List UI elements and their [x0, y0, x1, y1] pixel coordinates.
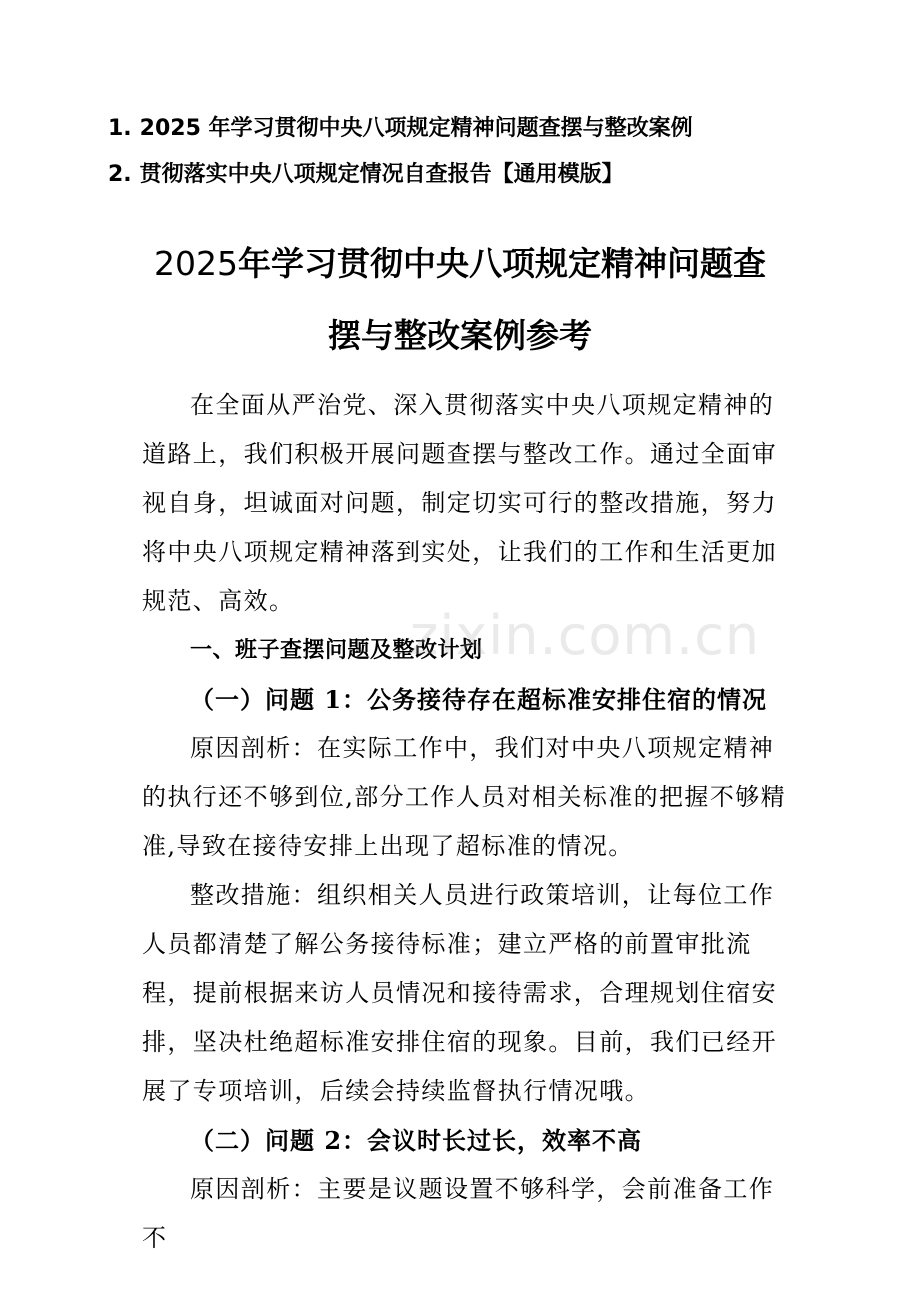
document-title-line-2 — [100, 316, 820, 356]
document-title-line-1 — [100, 244, 820, 284]
toc-item[interactable] — [108, 162, 868, 188]
toc-item[interactable] — [108, 116, 868, 142]
watermark: zixin.com.cn — [410, 604, 761, 667]
table-of-contents — [108, 116, 868, 208]
document-body — [142, 381, 787, 1263]
problem-heading: （一）问题 1：公务接待存在超标准安排住宿的情况 — [190, 685, 768, 714]
problem-heading: （二）问题 2：会议时长过长，效率不高 — [190, 1126, 643, 1155]
cause-paragraph: 原因剖析：主要是议题设置不够科学，会前准备工作不 — [142, 1175, 775, 1252]
measures-paragraph: 整改措施：组织相关人员进行政策培训，让每位工作人员都清楚了解公务接待标准；建立严格的前置审批流程，提前根据来访人员情况和接待需求，合理规划住宿安排，坚决杜绝超标准安排住宿的现象。目前，我们已经开展了专项培训，后续会持续监督执行情况哦。 — [142, 881, 777, 1105]
title-year: 2025 — [154, 244, 238, 283]
toc-item-number: 2. — [108, 162, 132, 187]
toc-item-text: 贯彻落实中央八项规定情况自查报告【通用模版】 — [139, 162, 624, 187]
title-text: 年学习贯彻中央八项规定精神问题查 — [237, 244, 766, 283]
intro-paragraph: 在全面从严治党、深入贯彻落实中央八项规定精神的道路上，我们积极开展问题查摆与整改工作。通过全面审视自身，坦诚面对问题，制定切实可行的整改措施，努力将中央八项规定精神落到实处，让我们的工作和生活更加规范、高效。 — [142, 391, 777, 615]
toc-item-number: 1. — [108, 116, 132, 141]
toc-item-text: 2025 年学习贯彻中央八项规定精神问题查摆与整改案例 — [139, 116, 693, 141]
section-heading: 一、班子查摆问题及整改计划 — [190, 638, 483, 663]
cause-paragraph: 原因剖析：在实际工作中，我们对中央八项规定精神的执行还不够到位,部分工作人员对相关标准的把握不够精准,导致在接待安排上出现了超标准的情况。 — [142, 734, 787, 860]
title-text-cont: 摆与整改案例参考 — [328, 316, 592, 355]
